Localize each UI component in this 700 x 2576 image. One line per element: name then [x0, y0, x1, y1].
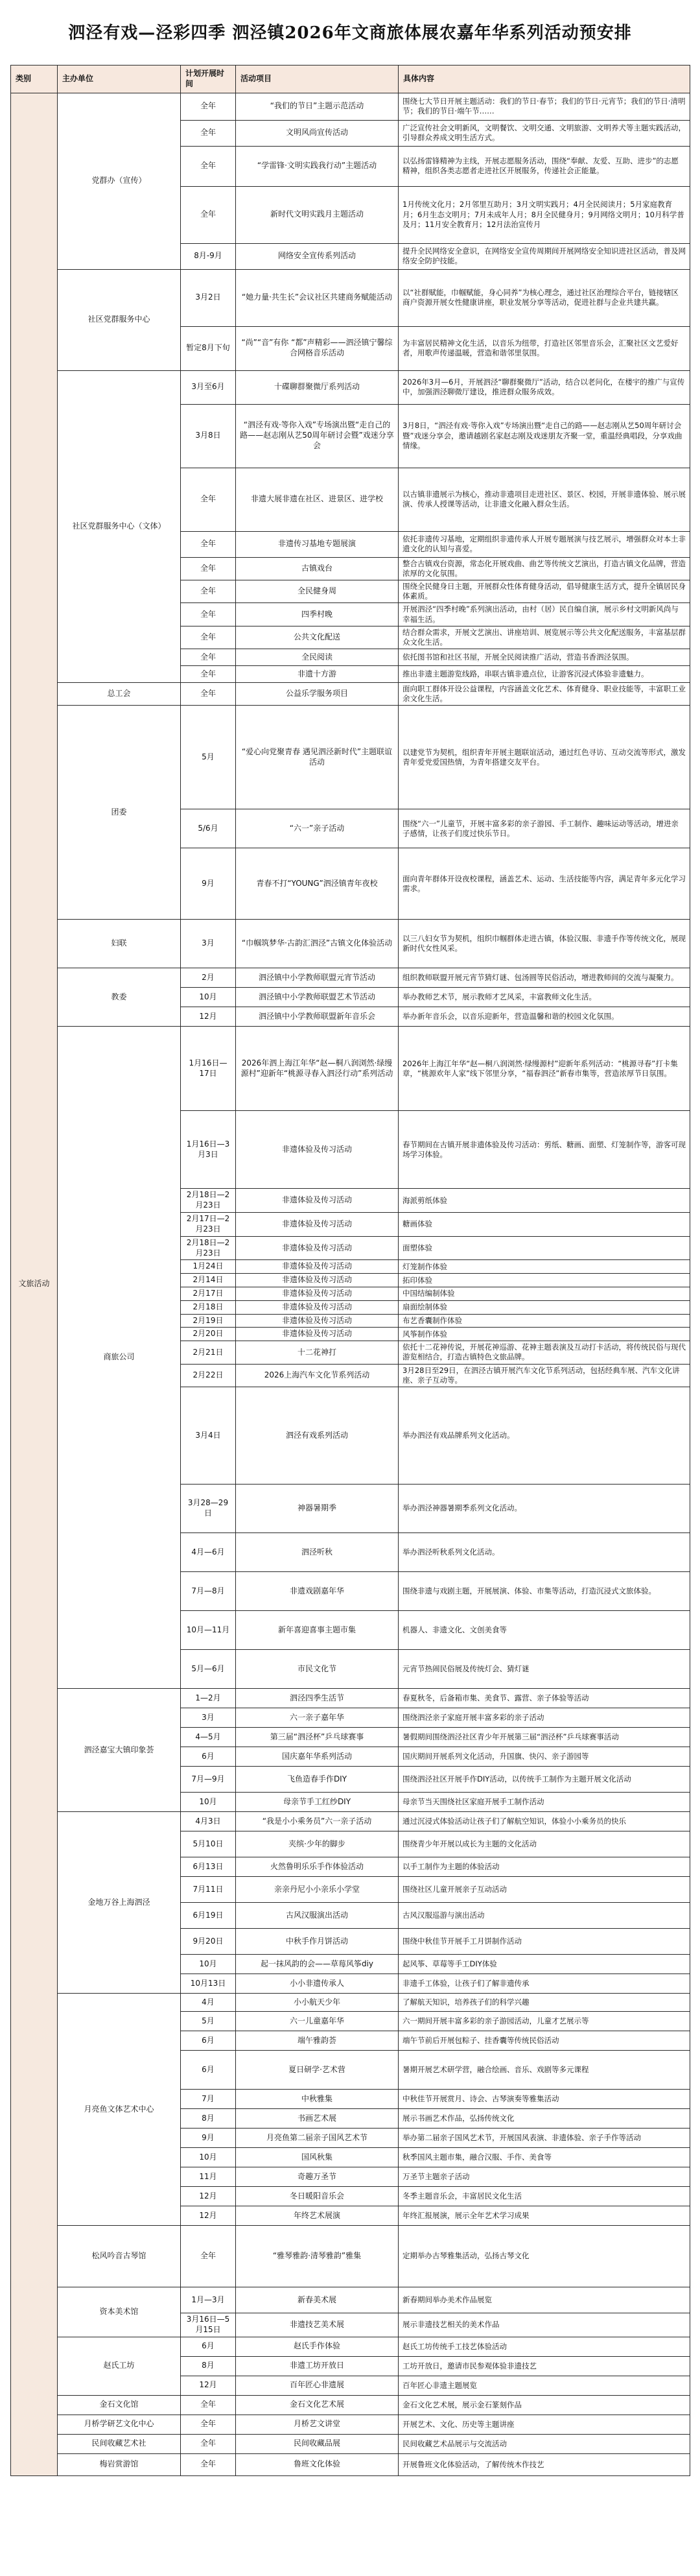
activity-cell: “尚”“音”有你 “都”声精彩——泗泾镇宁馨综合网格音乐活动: [236, 326, 399, 370]
content-cell: 百年匠心非遗主题展览: [399, 2376, 690, 2395]
date-cell: 10月: [181, 1955, 236, 1974]
content-cell: 开展泗泾“四季村晚”系列演出活动，由村（居）民自编自演，展示乡村文明新风尚与幸福生活。: [399, 603, 690, 626]
date-cell: 3月4日: [181, 1387, 236, 1485]
activity-cell: 十二花神打: [236, 1341, 399, 1364]
date-cell: 全年: [181, 580, 236, 603]
content-cell: 2026年3月—6月，开展泗泾“聊群聚微厅”活动，结合以老问化，在楼宇的推广与宣传中，加强泗泾聊微厅建设，推进群众服务成效。: [399, 370, 690, 404]
table-row: [11, 370, 690, 404]
activity-cell: 非遗工坊开放日: [236, 2356, 399, 2376]
activity-cell: 国风秋集: [236, 2148, 399, 2167]
content-cell: 围绕非遗与戏剧主题，开展展演、体验、市集等活动，打造沉浸式文旅体验。: [399, 1572, 690, 1611]
activity-cell: “泗泾有戏·等你入戏”专场演出暨“走自己的路——赵志刚从艺50周年研讨会暨”戏迷分享会: [236, 404, 399, 468]
table-row: [11, 93, 690, 120]
activity-cell: 飞鱼造春手作DIY: [236, 1767, 399, 1793]
table-row: [11, 706, 690, 809]
date-cell: 2月22日: [181, 1364, 236, 1387]
activity-cell: 泗泾镇中小学教师联盟新年音乐会: [236, 1007, 399, 1027]
table-header-row: [11, 66, 690, 93]
content-cell: 起风筝、草莓等手工DIY体验: [399, 1955, 690, 1974]
organizer-cell: 教委: [58, 968, 181, 1027]
activity-cell: 中秋雅集: [236, 2090, 399, 2109]
date-cell: 全年: [181, 603, 236, 626]
date-cell: 暂定8月下旬: [181, 326, 236, 370]
header-date: 计划开展时间: [181, 66, 236, 93]
table-row: [11, 2226, 690, 2287]
activity-cell: 国庆嘉年华系列活动: [236, 1747, 399, 1767]
content-cell: 暑期开展艺术研学营，融合绘画、音乐、戏剧等多元课程: [399, 2051, 690, 2090]
activity-cell: “六一”亲子活动: [236, 809, 399, 848]
content-cell: 年终汇报展演，展示全年艺术学习成果: [399, 2206, 690, 2226]
content-cell: 展示非遗技艺相关的美术作品: [399, 2313, 690, 2337]
content-cell: 组织教师联盟开展元宵节猜灯谜、包汤圆等民俗活动，增进教师间的交流与凝聚力。: [399, 968, 690, 988]
content-cell: 围绕中秋佳节开展手工月饼制作活动: [399, 1929, 690, 1955]
activity-cell: 奇趣万圣节: [236, 2167, 399, 2187]
activity-cell: “雅琴雅韵·清琴雅韵”雅集: [236, 2226, 399, 2287]
date-cell: 3月28—29日: [181, 1485, 236, 1533]
date-cell: 1—2月: [181, 1689, 236, 1708]
content-cell: 围绕“六一”儿童节，开展丰富多彩的亲子游园、手工制作、趣味运动等活动，增进亲子感情，让孩子们度过快乐节日。: [399, 809, 690, 848]
content-cell: 国庆期间开展系列文化活动，升国旗、快闪、亲子游园等: [399, 1747, 690, 1767]
date-cell: 2月17日: [181, 1287, 236, 1301]
organizer-cell: 社区党群服务中心（文体）: [58, 370, 181, 682]
activity-cell: 青春不打“YOUNG”泗泾镇青年夜校: [236, 848, 399, 920]
date-cell: 5月: [181, 2012, 236, 2031]
content-cell: 拓印体验: [399, 1274, 690, 1287]
activity-cell: 非遗体验及传习活动: [236, 1314, 399, 1328]
category-cell: 文旅活动: [11, 93, 58, 2475]
content-cell: 面向职工群体开设公益课程，内容涵盖文化艺术、体育健身、职业技能等，丰富职工业余文化生活。: [399, 683, 690, 706]
content-cell: 围绕泗泾社区开展手作DIY活动，以传统手工制作为主题开展文化活动: [399, 1767, 690, 1793]
content-cell: 依托非遗传习基地，定期组织非遗传承人开展专题展演与技艺展示，增强群众对本土非遗文化的认知与喜爱。: [399, 531, 690, 557]
date-cell: 3月: [181, 1708, 236, 1728]
activity-cell: 夹缤·少年的脚步: [236, 1831, 399, 1857]
activity-cell: 小小非遗传承人: [236, 1974, 399, 1994]
date-cell: 4月—6月: [181, 1533, 236, 1572]
activity-cell: 端午雅韵荟: [236, 2031, 399, 2051]
activity-cell: 书画艺术展: [236, 2109, 399, 2129]
table-row: [11, 2287, 690, 2313]
content-cell: 中国结编制体验: [399, 1287, 690, 1301]
activity-cell: 赵氏手作体验: [236, 2337, 399, 2356]
organizer-cell: 梅岩赏游馆: [58, 2453, 181, 2475]
content-cell: 金石文化艺术展，展示金石篆刻作品: [399, 2395, 690, 2415]
content-cell: 举办泗泾神器暑期季系列文化活动。: [399, 1485, 690, 1533]
content-cell: 六一期间开展丰富多彩的亲子游园活动，儿童才艺展示等: [399, 2012, 690, 2031]
activity-cell: 非遗体验及传习活动: [236, 1260, 399, 1274]
content-cell: 围绕七大节日开展主题活动：我们的节日·春节；我们的节日·元宵节；我们的节日·清明节；我们的节日·端午节……: [399, 93, 690, 120]
date-cell: 全年: [181, 2415, 236, 2434]
content-cell: 母亲节当天围绕社区家庭开展手工制作活动: [399, 1793, 690, 1812]
content-cell: 围绕全民健身日主题，开展群众性体育健身活动，倡导健康生活方式，提升全镇居民身体素质。: [399, 580, 690, 603]
activity-cell: 非遗体验及传习活动: [236, 1274, 399, 1287]
organizer-cell: 松风吟音古琴馆: [58, 2226, 181, 2287]
date-cell: 11月: [181, 2167, 236, 2187]
activity-cell: 火然鲁明乐乐手作体验活动: [236, 1857, 399, 1877]
content-cell: 通过沉浸式体验活动让孩子们了解航空知识，体验小小乘务员的快乐: [399, 1812, 690, 1831]
content-cell: 灯笼制作体验: [399, 1260, 690, 1274]
header-activity: 活动项目: [236, 66, 399, 93]
date-cell: 2月19日: [181, 1314, 236, 1328]
content-cell: 机器人、非遗文化、文创美食等: [399, 1611, 690, 1650]
content-cell: 扇面绘制体验: [399, 1300, 690, 1314]
activity-cell: 2026年泗上海江年华“赵—桐八润浏然·绿缦源村”迎新年“桃源寻春入泗泾行动”系列活动: [236, 1027, 399, 1111]
activity-cell: 神器暑期季: [236, 1485, 399, 1533]
activity-cell: 全民阅读: [236, 649, 399, 666]
activity-cell: 六一儿童嘉年华: [236, 2012, 399, 2031]
date-cell: 5月—6月: [181, 1650, 236, 1689]
date-cell: 6月: [181, 2337, 236, 2356]
activity-cell: 非遗技艺美术展: [236, 2313, 399, 2337]
header-category: 类别: [11, 66, 58, 93]
content-cell: 3月8日，“泗泾有戏·等你入戏”专场演出暨“走自己的路——赵志刚从艺50周年研讨会暨”戏迷分享会，邀请越剧名家赵志刚及戏迷朋友齐聚一堂，重温经典唱段，分享戏曲情缘。: [399, 404, 690, 468]
content-cell: 赵氏工坊传统手工技艺体验活动: [399, 2337, 690, 2356]
activity-cell: “我是小小乘务员”六一亲子活动: [236, 1812, 399, 1831]
date-cell: 2月20日: [181, 1328, 236, 1341]
activity-cell: 2026上海汽车文化节系列活动: [236, 1364, 399, 1387]
content-cell: 春节期间在古镇开展非遗体验及传习活动：剪纸、糖画、面塑、灯笼制作等，游客可现场学习体验。: [399, 1111, 690, 1189]
activity-cell: 新年喜迎喜事主题市集: [236, 1611, 399, 1650]
date-cell: 5/6月: [181, 809, 236, 848]
activity-cell: 古镇戏台: [236, 557, 399, 580]
organizer-cell: 月桥学研艺文化中心: [58, 2415, 181, 2434]
date-cell: 7月—8月: [181, 1572, 236, 1611]
date-cell: 3月8日: [181, 404, 236, 468]
date-cell: 9月: [181, 2129, 236, 2148]
date-cell: 4月: [181, 1994, 236, 2012]
table-row: [11, 2395, 690, 2415]
activity-cell: 新春美术展: [236, 2287, 399, 2313]
content-cell: 秋季国风主题市集，融合汉服、手作、美食等: [399, 2148, 690, 2167]
table-row: [11, 683, 690, 706]
date-cell: 全年: [181, 2453, 236, 2475]
date-cell: 3月2日: [181, 269, 236, 326]
content-cell: 古风汉服巡游与演出活动: [399, 1903, 690, 1929]
content-cell: 春夏秋冬，后备箱市集、美食节、露营、亲子体验等活动: [399, 1689, 690, 1708]
activity-cell: 非遗体验及传习活动: [236, 1213, 399, 1237]
date-cell: 8月: [181, 2356, 236, 2376]
date-cell: 8月: [181, 2109, 236, 2129]
content-cell: 暑假期间围绕泗泾社区青少年开展第三届“泗泾杯”乒乓球赛事活动: [399, 1728, 690, 1747]
content-cell: 展示书画艺术作品，弘扬传统文化: [399, 2109, 690, 2129]
date-cell: 全年: [181, 531, 236, 557]
activity-cell: 非遗体验及传习活动: [236, 1236, 399, 1260]
date-cell: 全年: [181, 186, 236, 243]
activity-cell: 非遗体验及传习活动: [236, 1189, 399, 1213]
activity-cell: 民间收藏品展: [236, 2434, 399, 2453]
date-cell: 3月: [181, 920, 236, 968]
date-cell: 1月24日: [181, 1260, 236, 1274]
activity-cell: 公益乐学服务项目: [236, 683, 399, 706]
organizer-cell: 金石文化馆: [58, 2395, 181, 2415]
date-cell: 全年: [181, 683, 236, 706]
activity-cell: 年终艺术展演: [236, 2206, 399, 2226]
activity-cell: 泗泾听秋: [236, 1533, 399, 1572]
organizer-cell: 总工会: [58, 683, 181, 706]
activity-cell: 第三届“泗泾杯”乒乓球赛事: [236, 1728, 399, 1747]
content-cell: 依托图书馆和社区书屋，开展全民阅读推广活动，营造书香泗泾氛围。: [399, 649, 690, 666]
document-title: 泗泾有戏—泾彩四季 泗泾镇2026年文商旅体展农嘉年华系列活动预安排: [68, 23, 632, 43]
content-cell: 万圣节主题亲子活动: [399, 2167, 690, 2187]
activity-cell: 泗泾镇中小学教师联盟艺术节活动: [236, 988, 399, 1007]
content-cell: 1月传统文化月；2月邻里互助月；3月文明实践月；4月全民阅读月；5月家庭教育月；6月生态文明月；7月未成年人月；8月全民健身月；9月网络文明月；10月科学普及月；11月安全教育月；12月法治宣传月: [399, 186, 690, 243]
activity-cell: 鲁班文化体验: [236, 2453, 399, 2475]
date-cell: 6月: [181, 1747, 236, 1767]
date-cell: 全年: [181, 146, 236, 186]
organizer-cell: 资本美术馆: [58, 2287, 181, 2337]
content-cell: 提升全民网络安全意识，在网络安全宣传周期间开展网络安全知识进社区活动，普及网络安全防护技能。: [399, 243, 690, 269]
date-cell: 4—5月: [181, 1728, 236, 1747]
activity-cell: 泗泾镇中小学教师联盟元宵节活动: [236, 968, 399, 988]
content-cell: 定期举办古琴雅集活动，弘扬古琴文化: [399, 2226, 690, 2287]
date-cell: 2月17日—2月23日: [181, 1213, 236, 1237]
date-cell: 6月13日: [181, 1857, 236, 1877]
content-cell: 举办新年音乐会，以音乐迎新年，营造温馨和谐的校园文化氛围。: [399, 1007, 690, 1027]
activity-cell: 泗泾有戏系列活动: [236, 1387, 399, 1485]
date-cell: 9月20日: [181, 1929, 236, 1955]
activity-cell: 网络安全宣传系列活动: [236, 243, 399, 269]
activity-cell: 四季村晚: [236, 603, 399, 626]
date-cell: 7月—9月: [181, 1767, 236, 1793]
activity-cell: 市民文化节: [236, 1650, 399, 1689]
content-cell: 依托十二花神传说，开展花神巡游、花神主题表演及互动打卡活动，将传统民俗与现代游览相结合，打造古镇特色文旅品牌。: [399, 1341, 690, 1364]
activity-cell: 泗泾四季生活节: [236, 1689, 399, 1708]
date-cell: 10月: [181, 1793, 236, 1812]
date-cell: 12月: [181, 2206, 236, 2226]
content-cell: 广泛宣传社会文明新风，文明餐饮、文明交通、文明旅游、文明养犬等主题实践活动，引导群众养成文明生活方式。: [399, 120, 690, 146]
content-cell: 推出非遗主题游览线路，串联古镇非遗点位，让游客沉浸式体验非遗魅力。: [399, 666, 690, 683]
date-cell: 全年: [181, 2434, 236, 2453]
content-cell: 民间收藏艺术品展示与交流活动: [399, 2434, 690, 2453]
activity-cell: 新时代文明实践月主题活动: [236, 186, 399, 243]
content-cell: 整合古镇戏台资源，常态化开展戏曲、曲艺等传统文艺演出，打造古镇文化品牌，营造浓厚的文化氛围。: [399, 557, 690, 580]
content-cell: 布艺香囊制作体验: [399, 1314, 690, 1328]
content-cell: 开展鲁班文化体验活动，了解传统木作技艺: [399, 2453, 690, 2475]
date-cell: 2月: [181, 968, 236, 988]
activity-cell: 月亮鱼第二届亲子国风艺术节: [236, 2129, 399, 2148]
activity-cell: 非遗十方游: [236, 666, 399, 683]
organizer-cell: 泗泾嘉宝大镇印象荟: [58, 1689, 181, 1812]
organizer-cell: 妇联: [58, 920, 181, 968]
table-row: [11, 1994, 690, 2012]
content-cell: 围绕社区儿童开展亲子互动活动: [399, 1877, 690, 1903]
date-cell: 1月16日—3月3日: [181, 1111, 236, 1189]
date-cell: 7月: [181, 2090, 236, 2109]
organizer-cell: 赵氏工坊: [58, 2337, 181, 2395]
activity-cell: 公共文化配送: [236, 626, 399, 649]
content-cell: 以手工制作为主题的体验活动: [399, 1857, 690, 1877]
header-content: 具体内容: [399, 66, 690, 93]
content-cell: 海派剪纸体验: [399, 1189, 690, 1213]
activity-cell: 起一抹风韵的会——草莓风筝diy: [236, 1955, 399, 1974]
activity-cell: 月桥艺文讲堂: [236, 2415, 399, 2434]
content-cell: 以古镇非遗展示为核心，推动非遗项目走进社区、景区、校园，开展非遗体验、展示展演、传承人授课等活动，让非遗文化融入群众生活。: [399, 468, 690, 531]
activity-cell: 非遗大展非遗在社区、进景区、进学校: [236, 468, 399, 531]
table-row: [11, 2415, 690, 2434]
date-cell: 9月: [181, 848, 236, 920]
date-cell: 6月: [181, 2051, 236, 2090]
content-cell: 非遗手工体验，让孩子们了解非遗传承: [399, 1974, 690, 1994]
content-cell: 面塑体验: [399, 1236, 690, 1260]
content-cell: 新春期间举办美术作品展览: [399, 2287, 690, 2313]
activity-cell: “巾帼筑梦华·古韵汇泗泾”古镇文化体验活动: [236, 920, 399, 968]
date-cell: 10月: [181, 2148, 236, 2167]
activity-cell: 非遗传习基地专题展演: [236, 531, 399, 557]
date-cell: 全年: [181, 666, 236, 683]
activity-cell: 非遗体验及传习活动: [236, 1328, 399, 1341]
date-cell: 12月: [181, 2187, 236, 2206]
content-cell: 以弘扬雷锋精神为主线，开展志愿服务活动，围绕“奉献、友爱、互助、进步”的志愿精神，组织各类志愿者走进社区开展服务，传递社会正能量。: [399, 146, 690, 186]
table-row: [11, 1027, 690, 1111]
content-cell: 端午节前后开展包粽子、挂香囊等传统民俗活动: [399, 2031, 690, 2051]
table-row: [11, 2337, 690, 2356]
date-cell: 3月16日—5月15日: [181, 2313, 236, 2337]
organizer-cell: 商旅公司: [58, 1027, 181, 1689]
content-cell: 举办泗泾听秋系列文化活动。: [399, 1533, 690, 1572]
content-cell: 为丰富居民精神文化生活，以音乐为纽带，打造社区邻里音乐会，汇聚社区文艺爱好者，用歌声传递温暖，营造和谐邻里氛围。: [399, 326, 690, 370]
content-cell: 中秋佳节开展赏月、诗会、古琴演奏等雅集活动: [399, 2090, 690, 2109]
date-cell: 全年: [181, 120, 236, 146]
content-cell: 面向青年群体开设夜校课程，涵盖艺术、运动、生活技能等内容，满足青年多元化学习需求。: [399, 848, 690, 920]
activity-cell: 文明风尚宣传活动: [236, 120, 399, 146]
activity-cell: 百年匠心非遗展: [236, 2376, 399, 2395]
date-cell: 5月10日: [181, 1831, 236, 1857]
date-cell: 2月18日—2月23日: [181, 1236, 236, 1260]
date-cell: 全年: [181, 626, 236, 649]
content-cell: 以“社群赋能，巾帼赋能，身心同养”为核心理念，通过社区治理综合平台，链接辖区商户资源开展女性健康讲座，职业发展分享等活动，促进社群与企业共建共赢。: [399, 269, 690, 326]
organizer-cell: 社区党群服务中心: [58, 269, 181, 370]
date-cell: 1月—3月: [181, 2287, 236, 2313]
activity-cell: 中秋手作月饼活动: [236, 1929, 399, 1955]
table-row: [11, 920, 690, 968]
table-row: [11, 1689, 690, 1708]
date-cell: 4月3日: [181, 1812, 236, 1831]
content-cell: 开展艺术、文化、历史等主题讲座: [399, 2415, 690, 2434]
date-cell: 1月16日—17日: [181, 1027, 236, 1111]
content-cell: 2026年上海江年华“赵—桐八润浏然·绿缦源村”迎新年系列活动：“桃源寻春”打卡集章，“桃源欢年人家”线下邻里分享，“福春泗泾”新春市集等，营造浓厚节日氛围。: [399, 1027, 690, 1111]
activity-cell: 非遗体验及传习活动: [236, 1300, 399, 1314]
organizer-cell: 金地万谷上海泗泾: [58, 1812, 181, 1994]
activity-cell: 非遗体验及传习活动: [236, 1111, 399, 1189]
organizer-cell: 党群办（宣传）: [58, 93, 181, 269]
activity-cell: “我们的节日”主题示范活动: [236, 93, 399, 120]
content-cell: 举办教师艺术节，展示教师才艺风采，丰富教师文化生活。: [399, 988, 690, 1007]
activity-cell: 冬日暖阳音乐会: [236, 2187, 399, 2206]
organizer-cell: 民间收藏艺术社: [58, 2434, 181, 2453]
activity-cell: “爱心向党聚青春 遇见泗泾新时代”主题联谊活动: [236, 706, 399, 809]
activity-cell: 夏日研学·艺术营: [236, 2051, 399, 2090]
date-cell: 8月-9月: [181, 243, 236, 269]
date-cell: 全年: [181, 93, 236, 120]
date-cell: 全年: [181, 2226, 236, 2287]
date-cell: 10月: [181, 988, 236, 1007]
table-row: [11, 269, 690, 326]
activity-cell: 全民健身周: [236, 580, 399, 603]
event-schedule-table: [10, 65, 690, 2476]
organizer-cell: 团委: [58, 706, 181, 920]
date-cell: 7月11日: [181, 1877, 236, 1903]
date-cell: 2月21日: [181, 1341, 236, 1364]
activity-cell: 古风汉服演出活动: [236, 1903, 399, 1929]
content-cell: 了解航天知识，培养孩子们的科学兴趣: [399, 1994, 690, 2012]
organizer-cell: 月亮鱼文体艺术中心: [58, 1994, 181, 2226]
activity-cell: 亲亲丹尼小小亲乐小学堂: [236, 1877, 399, 1903]
activity-cell: 十碟聊群聚微厅系列活动: [236, 370, 399, 404]
date-cell: 5月: [181, 706, 236, 809]
table-row: [11, 1812, 690, 1831]
content-cell: 元宵节热闹民俗展及传统灯会、猜灯谜: [399, 1650, 690, 1689]
content-cell: 围绕泗泾亲子家庭开展丰富多彩的亲子活动: [399, 1708, 690, 1728]
date-cell: 12月: [181, 1007, 236, 1027]
activity-cell: 小小航天少年: [236, 1994, 399, 2012]
content-cell: 结合群众需求，开展文艺演出、讲座培训、展览展示等公共文化配送服务，丰富基层群众文化生活。: [399, 626, 690, 649]
table-row: [11, 2434, 690, 2453]
date-cell: 全年: [181, 557, 236, 580]
date-cell: 全年: [181, 649, 236, 666]
date-cell: 10月—11月: [181, 1611, 236, 1650]
date-cell: 全年: [181, 468, 236, 531]
content-cell: 3月28日至29日，在泗泾古镇开展汽车文化节系列活动，包括经典车展、汽车文化讲座、亲子互动等。: [399, 1364, 690, 1387]
date-cell: 3月至6月: [181, 370, 236, 404]
content-cell: 糖画体验: [399, 1213, 690, 1237]
content-cell: 举办泗泾有戏品牌系列文化活动。: [399, 1387, 690, 1485]
content-cell: 以建党节为契机，组织青年开展主题联谊活动，通过红色寻访、互动交流等形式，激发青年爱党爱国热情，为青年搭建交友平台。: [399, 706, 690, 809]
activity-cell: 六一亲子嘉年华: [236, 1708, 399, 1728]
header-organizer: 主办单位: [58, 66, 181, 93]
date-cell: 2月18日—2月23日: [181, 1189, 236, 1213]
date-cell: 2月14日: [181, 1274, 236, 1287]
date-cell: 12月: [181, 2376, 236, 2395]
activity-cell: 金石文化艺术展: [236, 2395, 399, 2415]
activity-cell: 母亲节手工红纱DIY: [236, 1793, 399, 1812]
date-cell: 10月13日: [181, 1974, 236, 1994]
content-cell: 冬季主题音乐会，丰富居民文化生活: [399, 2187, 690, 2206]
date-cell: 6月19日: [181, 1903, 236, 1929]
content-cell: 举办第二届亲子国风艺术节，开展国风表演、非遗体验、亲子手作等活动: [399, 2129, 690, 2148]
activity-cell: “学雷锋·文明实践我行动”主题活动: [236, 146, 399, 186]
date-cell: 2月18日: [181, 1300, 236, 1314]
activity-cell: 非遗体验及传习活动: [236, 1287, 399, 1301]
content-cell: 工坊开放日，邀请市民参观体验非遗技艺: [399, 2356, 690, 2376]
date-cell: 6月: [181, 2031, 236, 2051]
date-cell: 全年: [181, 2395, 236, 2415]
content-cell: 风筝制作体验: [399, 1328, 690, 1341]
activity-cell: “她力量·共生长”会议社区共建商务赋能活动: [236, 269, 399, 326]
table-row: [11, 2453, 690, 2475]
table-row: [11, 968, 690, 988]
content-cell: 围绕青少年开展以成长为主题的文化活动: [399, 1831, 690, 1857]
activity-cell: 非遗戏剧嘉年华: [236, 1572, 399, 1611]
content-cell: 以三八妇女节为契机，组织巾帼群体走进古镇，体验汉服、非遗手作等传统文化，展现新时代女性风采。: [399, 920, 690, 968]
